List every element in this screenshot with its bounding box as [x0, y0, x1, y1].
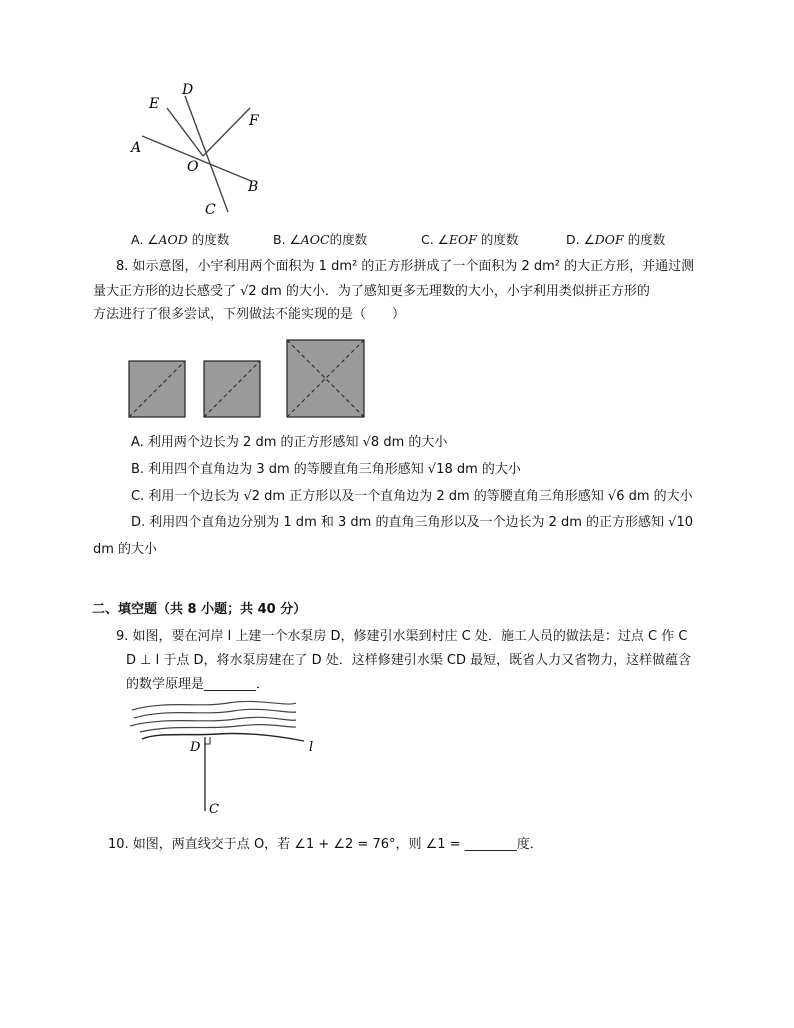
section-title-fill-in: 二、填空题（共 8 小题；共 40 分）: [92, 602, 307, 617]
option-suffix: 的度数: [329, 232, 368, 247]
q7-option-a[interactable]: [131, 231, 229, 249]
ray-of: [203, 108, 250, 156]
option-angle: EOF: [448, 232, 477, 247]
riverbank-line-l: [142, 733, 304, 741]
option-angle: DOF: [594, 232, 624, 247]
option-prefix: A. ∠: [131, 232, 159, 247]
label-a: A: [131, 140, 142, 156]
river-wave-1: [132, 701, 296, 710]
label-o: O: [187, 159, 199, 175]
q7-option-b[interactable]: [273, 231, 367, 249]
label-l: l: [309, 740, 314, 755]
line-dc: [185, 96, 228, 212]
option-suffix: 的度数: [623, 232, 666, 247]
q10-line-1: 10. 如图，两直线交于点 O，若 ∠1 + ∠2 = 76°，则 ∠1 = ________度．: [108, 837, 543, 852]
q8-option-d-line-1[interactable]: D. 利用四个直角边分别为 1 dm 和 3 dm 的直角三角形以及一个边长为 2 dm 的正方形感知 √10: [131, 515, 693, 530]
q8-option-b[interactable]: B. 利用四个直角边为 3 dm 的等腰直角三角形感知 √18 dm 的大小: [131, 462, 521, 477]
q9-line-3: 的数学原理是________．: [126, 677, 270, 692]
q8-line-1: 8. 如示意图，小宇利用两个面积为 1 dm² 的正方形拼成了一个面积为 2 dm² 的大正方形，并通过测: [116, 259, 695, 274]
q9-line-1: 9. 如图，要在河岸 l 上建一个水泵房 D，修建引水渠到村庄 C 处．施工人员的做法是：过点 C 作 C: [116, 629, 688, 644]
small-square-1: [129, 361, 185, 417]
river-figure-q9: [128, 698, 328, 818]
q7-option-c[interactable]: [421, 231, 518, 249]
option-angle: AOD: [158, 232, 188, 247]
q8-option-d-line-2: dm 的大小: [93, 542, 158, 557]
option-prefix: D. ∠: [566, 232, 595, 247]
label-c: C: [205, 202, 216, 218]
option-prefix: C. ∠: [421, 232, 449, 247]
q9-line-2: D ⊥ l 于点 D，将水泵房建在了 D 处．这样修建引水渠 CD 最短，既省人力又省物力，这样做蕴含: [126, 653, 692, 668]
right-angle-mark: [205, 737, 210, 744]
label-e: E: [149, 96, 160, 112]
q8-option-c[interactable]: C. 利用一个边长为 √2 dm 正方形以及一个直角边为 2 dm 的等腰直角三角形感知 √6 dm 的大小: [131, 489, 693, 504]
angle-figure-q7: [125, 78, 285, 228]
river-wave-4: [140, 725, 296, 732]
river-wave-2: [134, 709, 296, 718]
option-suffix: 的度数: [476, 232, 519, 247]
squares-figure-q8: [128, 336, 368, 420]
q8-line-3: 方法进行了很多尝试，下列做法不能实现的是（ ）: [93, 307, 406, 322]
label-d: D: [190, 740, 201, 755]
q8-line-2: 量大正方形的边长感受了 √2 dm 的大小．为了感知更多无理数的大小，小宇利用类似拼正方形的: [93, 284, 650, 299]
option-prefix: B. ∠: [273, 232, 301, 247]
q8-option-a[interactable]: A. 利用两个边长为 2 dm 的正方形感知 √8 dm 的大小: [131, 435, 448, 450]
option-suffix: 的度数: [187, 232, 230, 247]
small-square-2: [204, 361, 260, 417]
option-angle: AOC: [300, 232, 330, 247]
label-d: D: [182, 82, 194, 98]
label-b: B: [248, 179, 259, 195]
label-f: F: [249, 113, 259, 129]
label-c: C: [209, 802, 219, 817]
q7-option-d[interactable]: [566, 231, 665, 249]
